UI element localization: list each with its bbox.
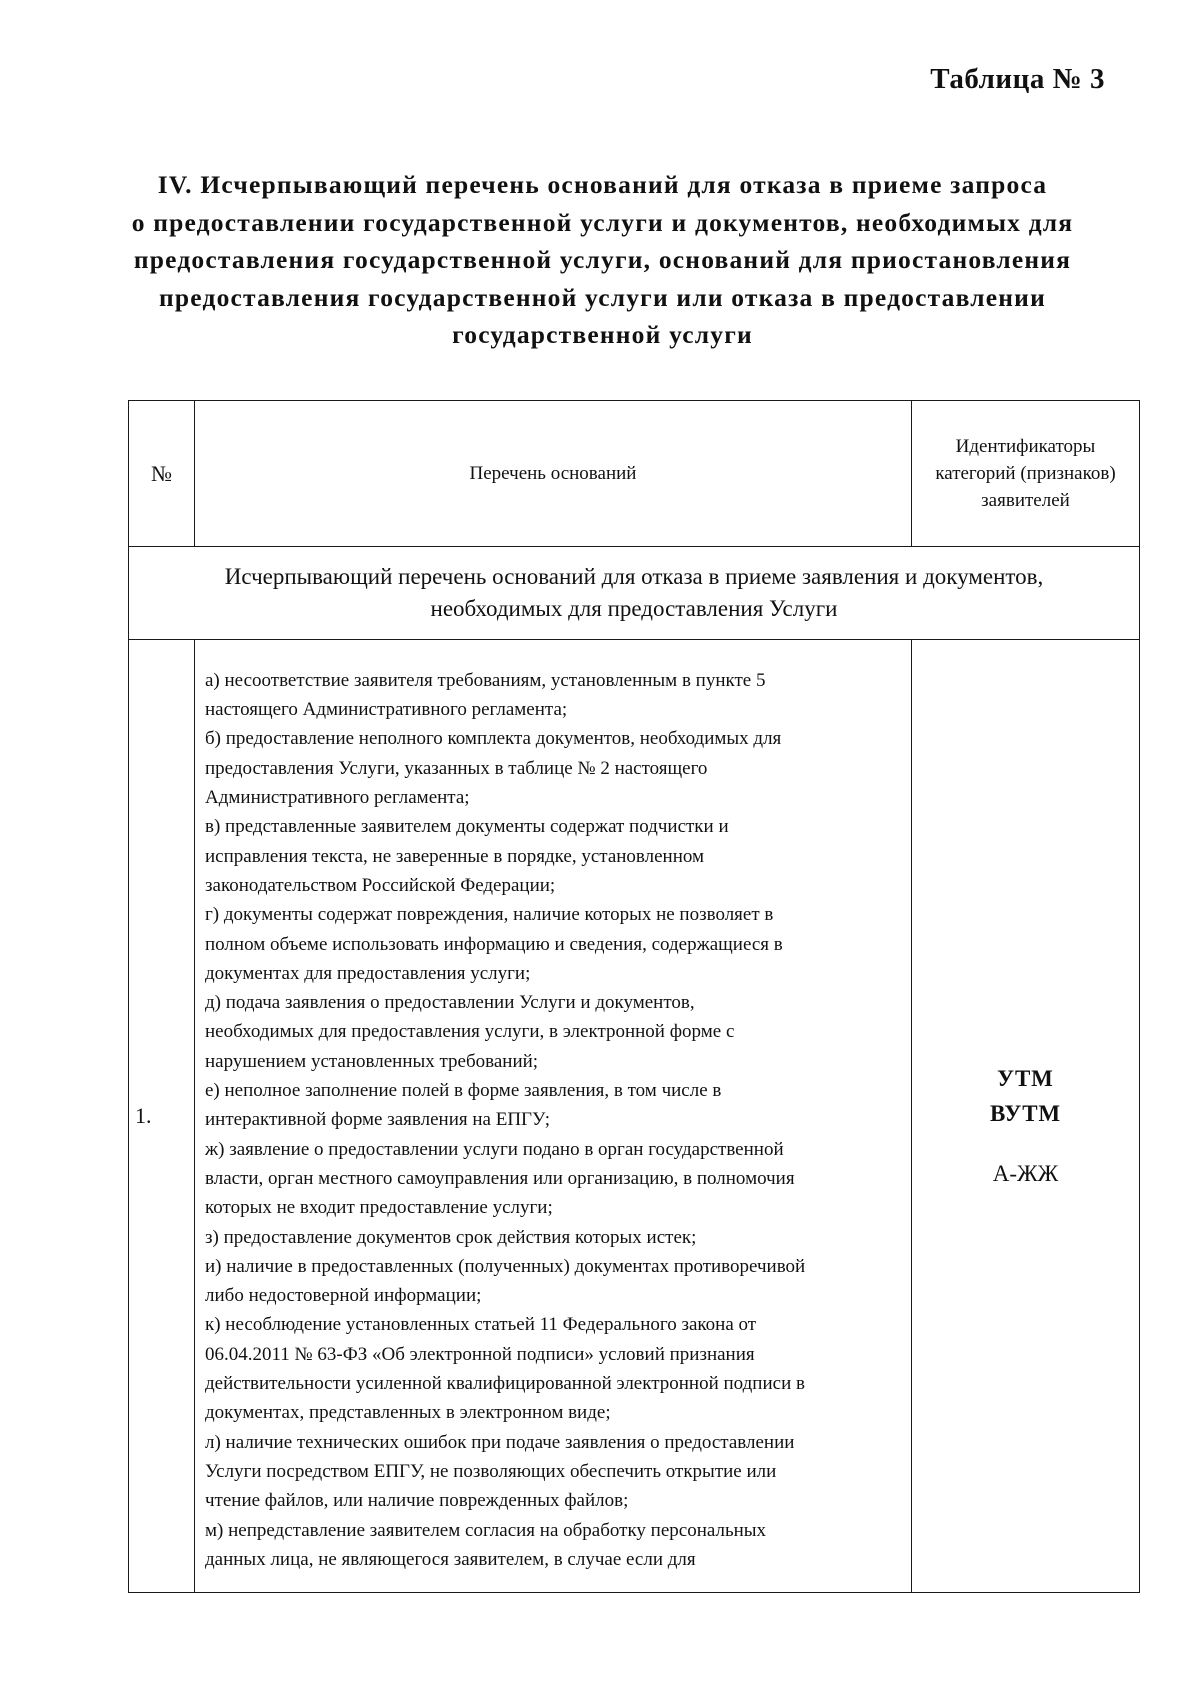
grounds-line: к) несоблюдение установленных статьей 11 Федерального закона от [205, 1314, 757, 1336]
grounds-line: необходимых для предоставления услуги, в электронной форме с [205, 1021, 735, 1043]
grounds-line: а) несоответствие заявителя требованиям, установленным в пункте 5 [205, 669, 766, 691]
row-number: 1. [129, 640, 195, 1593]
grounds-line: исправления текста, не заверенные в порядке, установленном [205, 845, 705, 867]
header-number: № [129, 401, 195, 547]
grounds-table [128, 400, 1140, 1593]
grounds-line: б) предоставление неполного комплекта документов, необходимых для [205, 728, 782, 750]
section-heading-row [129, 547, 1140, 640]
grounds-line: з) предоставление документов срок действия которых истек; [205, 1226, 697, 1248]
grounds-line: м) непредставление заявителем согласия на обработку персональных [205, 1519, 767, 1541]
identifier-range: А-ЖЖ [992, 1161, 1059, 1186]
grounds-line: документах, представленных в электронном виде; [205, 1402, 611, 1424]
grounds-line: чтение файлов, или наличие поврежденных файлов; [205, 1490, 629, 1512]
section-heading [129, 547, 1140, 640]
grounds-line: предоставления Услуги, указанных в таблице № 2 настоящего [205, 757, 708, 779]
title-line: предоставления государственной услуги или отказа в предоставлении [159, 282, 1046, 312]
grounds-line: документах для предоставления услуги; [205, 962, 531, 984]
table-number: Таблица № 3 [930, 63, 1105, 95]
grounds-line: д) подача заявления о предоставлении Услуги и документов, [205, 992, 695, 1014]
section-heading-line: Исчерпывающий перечень оснований для отказа в приеме заявления и документов, [224, 564, 1044, 589]
grounds-line: 06.04.2011 № 63-ФЗ «Об электронной подписи» условий признания [205, 1343, 755, 1365]
identifier-code: ВУТМ [989, 1101, 1062, 1126]
grounds-line: данных лица, не являющегося заявителем, в случае если для [205, 1548, 696, 1570]
header-grounds-list: Перечень оснований [195, 401, 912, 547]
grounds-line: ж) заявление о предоставлении услуги подано в орган государственной [205, 1138, 784, 1160]
identifiers-cell [912, 640, 1140, 1593]
grounds-line: Административного регламента; [205, 787, 470, 809]
grounds-line: действительности усиленной квалифицированной электронной подписи в [205, 1373, 805, 1395]
grounds-line: и) наличие в предоставленных (полученных) документах противоречивой [205, 1255, 806, 1277]
grounds-line: нарушением установленных требований; [205, 1050, 539, 1072]
grounds-line: законодательством Российской Федерации; [205, 874, 556, 896]
table-header-row [129, 401, 1140, 547]
header-identifiers-line: категорий (признаков) [935, 463, 1116, 484]
title-line: предоставления государственной услуги, оснований для приостановления [133, 245, 1072, 274]
header-identifiers [912, 401, 1140, 547]
grounds-line: Услуги посредством ЕПГУ, не позволяющих обеспечить открытие или [205, 1460, 777, 1482]
grounds-line: г) документы содержат повреждения, наличие которых не позволяет в [205, 904, 774, 926]
grounds-line: в) представленные заявителем документы содержат подчистки и [205, 816, 729, 838]
grounds-line: е) неполное заполнение полей в форме заявления, в том числе в [205, 1080, 722, 1102]
grounds-line: интерактивной форме заявления на ЕПГУ; [205, 1109, 551, 1131]
grounds-list-cell [195, 640, 912, 1593]
grounds-line: настоящего Административного регламента; [205, 699, 568, 721]
header-identifiers-line: заявителей [981, 490, 1070, 511]
grounds-line: либо недостоверной информации; [205, 1285, 482, 1307]
identifier-code: УТМ [997, 1066, 1054, 1091]
table-row [129, 640, 1140, 1593]
grounds-line: л) наличие технических ошибок при подаче заявления о предоставлении [205, 1431, 795, 1453]
grounds-line: власти, орган местного самоуправления или организацию, в полномочия [205, 1167, 795, 1189]
title-line: о предоставлении государственной услуги и документов, необходимых для [131, 207, 1074, 237]
section-heading-line: необходимых для предоставления Услуги [430, 596, 838, 621]
document-title [120, 166, 1085, 354]
title-line: государственной услуги [452, 320, 753, 349]
title-line: IV. Исчерпывающий перечень оснований для отказа в приеме запроса [157, 170, 1048, 199]
grounds-line: полном объеме использовать информацию и сведения, содержащиеся в [205, 933, 783, 955]
header-identifiers-line: Идентификаторы [955, 436, 1096, 457]
grounds-line: которых не входит предоставление услуги; [205, 1197, 553, 1219]
